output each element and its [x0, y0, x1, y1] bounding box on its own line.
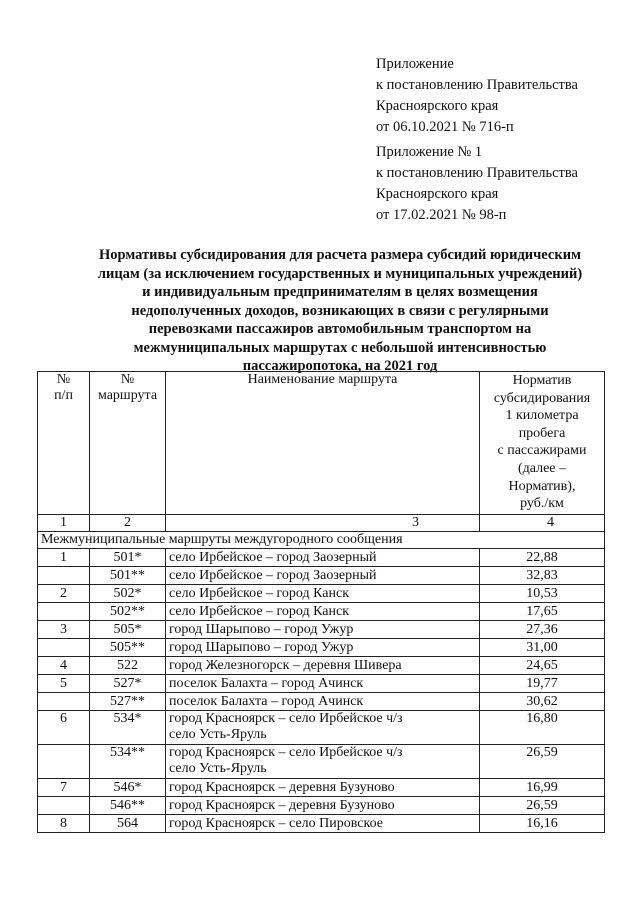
route-number: 527*	[90, 675, 166, 693]
row-number: 5	[38, 675, 90, 693]
norm-value: 10,53	[480, 585, 605, 603]
table-row	[38, 621, 605, 639]
header-route-number	[90, 372, 166, 515]
approval-line: Красноярского края	[376, 98, 499, 114]
route-name: село Ирбейское – город Канск	[166, 603, 480, 621]
norm-value: 26,59	[480, 797, 605, 815]
column-number-row	[38, 515, 605, 532]
document-title	[60, 246, 620, 376]
header-text: (далее –	[517, 460, 567, 476]
approval-block-current	[376, 54, 578, 138]
route-name-line: село Усть-Яруль	[169, 761, 267, 776]
header-route-name	[166, 372, 480, 515]
header-text: руб./км	[520, 496, 564, 512]
table-row	[38, 639, 605, 657]
route-number: 564	[90, 815, 166, 833]
route-name	[166, 711, 480, 745]
column-number: 3	[166, 515, 480, 532]
norm-value: 16,99	[480, 779, 605, 797]
approval-line: Красноярского края	[376, 186, 499, 202]
route-number: 502*	[90, 585, 166, 603]
header-text: Наименование маршрута	[247, 372, 398, 387]
header-text: п/п	[54, 388, 73, 403]
title-line: пассажиропотока, на 2021 год	[242, 358, 438, 374]
header-norm	[480, 372, 605, 515]
route-name-line: село Усть-Яруль	[169, 727, 267, 742]
row-number	[38, 603, 90, 621]
title-line: Нормативы субсидирования для расчета размера субсидий юридическим	[99, 247, 581, 263]
table-row	[38, 657, 605, 675]
table-row	[38, 603, 605, 621]
norm-value: 27,36	[480, 621, 605, 639]
table-row	[38, 745, 605, 779]
column-number: 1	[38, 515, 90, 532]
norm-value: 16,80	[480, 711, 605, 745]
column-number: 2	[90, 515, 166, 532]
header-text: Норматив	[512, 373, 572, 388]
title-line: и индивидуальным предпринимателям в целях возмещения	[142, 284, 538, 300]
title-line: межмуниципальных маршрутах с небольшой интенсивностью	[133, 339, 547, 356]
route-name: город Красноярск – деревня Бузуново	[166, 779, 480, 797]
table-row	[38, 549, 605, 567]
norm-value: 31,00	[480, 639, 605, 657]
row-number: 2	[38, 585, 90, 603]
table-row	[38, 779, 605, 797]
row-number: 7	[38, 779, 90, 797]
route-name: город Красноярск – деревня Бузуново	[166, 797, 480, 815]
route-name: село Ирбейское – город Заозерный	[166, 549, 480, 567]
header-text: 1 километра	[505, 408, 579, 424]
column-number: 4	[480, 515, 605, 532]
route-number: 505**	[90, 639, 166, 657]
norm-value: 32,83	[480, 567, 605, 585]
title-line: перевозками пассажиров автомобильным транспортом на	[148, 321, 532, 337]
table-row	[38, 815, 605, 833]
row-number: 3	[38, 621, 90, 639]
approval-line: от 06.10.2021 № 716-п	[376, 119, 514, 135]
route-number: 501*	[90, 549, 166, 567]
approval-line: к постановлению Правительства	[376, 77, 578, 93]
route-name	[166, 745, 480, 779]
route-number: 502**	[90, 603, 166, 621]
table-row	[38, 797, 605, 815]
route-name: село Ирбейское – город Канск	[166, 585, 480, 603]
header-text: субсидирования	[493, 390, 591, 406]
row-number	[38, 797, 90, 815]
approval-line: Приложение № 1	[376, 144, 483, 160]
row-number: 6	[38, 711, 90, 745]
approval-line: Приложение	[376, 56, 454, 72]
route-number: 534**	[90, 745, 166, 779]
row-number	[38, 639, 90, 657]
route-number: 546*	[90, 779, 166, 797]
route-number: 522	[90, 657, 166, 675]
header-item-number	[38, 372, 90, 515]
table-row	[38, 675, 605, 693]
route-name: поселок Балахта – город Ачинск	[166, 693, 480, 711]
subsidy-norms-table	[37, 371, 605, 833]
norm-value: 17,65	[480, 603, 605, 621]
approval-line: к постановлению Правительства	[376, 165, 578, 181]
approval-block-original	[376, 142, 578, 226]
section-title: Межмуниципальные маршруты междугородного сообщения	[38, 532, 605, 549]
norm-value: 22,88	[480, 549, 605, 567]
header-text: маршрута	[97, 388, 158, 403]
table-row	[38, 585, 605, 603]
norm-value: 30,62	[480, 693, 605, 711]
route-number: 505*	[90, 621, 166, 639]
approval-line: от 17.02.2021 № 98-п	[376, 207, 507, 223]
row-number: 8	[38, 815, 90, 833]
title-line: недополученных доходов, возникающих в связи с регулярными	[131, 302, 549, 319]
norm-value: 24,65	[480, 657, 605, 675]
norm-value: 16,16	[480, 815, 605, 833]
route-name-line: город Красноярск – село Ирбейское ч/з	[169, 711, 403, 726]
route-name: поселок Балахта – город Ачинск	[166, 675, 480, 693]
row-number	[38, 693, 90, 711]
table-row	[38, 567, 605, 585]
route-number: 534*	[90, 711, 166, 745]
title-line: лицам (за исключением государственных и муниципальных учреждений)	[97, 265, 583, 282]
route-name: город Шарыпово – город Ужур	[166, 621, 480, 639]
row-number: 1	[38, 549, 90, 567]
header-text: с пассажирами	[497, 443, 587, 459]
route-name: город Шарыпово – город Ужур	[166, 639, 480, 657]
route-name-line: город Красноярск – село Ирбейское ч/з	[169, 745, 403, 760]
route-name: город Железногорск – деревня Шивера	[166, 657, 480, 675]
route-name: город Красноярск – село Пировское	[166, 815, 480, 833]
section-row	[38, 532, 605, 549]
norm-value: 19,77	[480, 675, 605, 693]
row-number: 4	[38, 657, 90, 675]
header-text: №	[120, 372, 135, 387]
norm-value: 26,59	[480, 745, 605, 779]
table-row	[38, 693, 605, 711]
header-text: №	[56, 372, 71, 387]
header-text: пробега	[518, 425, 566, 441]
row-number	[38, 567, 90, 585]
row-number	[38, 745, 90, 779]
route-name: село Ирбейское – город Заозерный	[166, 567, 480, 585]
route-number: 501**	[90, 567, 166, 585]
table-header-row	[38, 372, 605, 515]
table-row	[38, 711, 605, 745]
route-number: 546**	[90, 797, 166, 815]
route-number: 527**	[90, 693, 166, 711]
header-text: Норматив),	[508, 478, 576, 494]
